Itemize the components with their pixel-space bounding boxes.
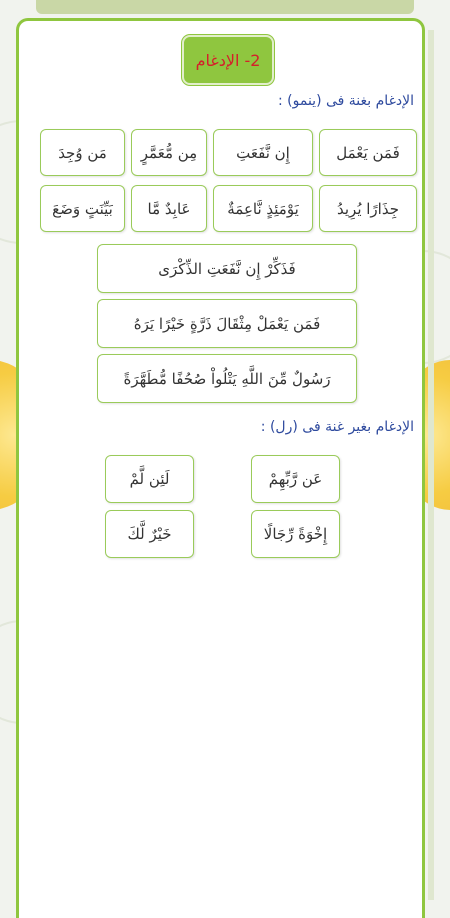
background-top-bar <box>36 0 414 14</box>
word-box: عَابِدٌ مَّا <box>131 185 207 232</box>
section-label-without-ghunnah: الإدغام بغير غنة فى (رل) : <box>260 419 414 435</box>
word-box: جِذَارًا يُرِيدُ <box>319 185 417 232</box>
word-box: خَيْرٌ لَّكَ <box>105 510 194 558</box>
lesson-title: 2- الإدغام <box>182 35 274 85</box>
word-box: عَن رَّبِّهِمْ <box>251 455 340 503</box>
word-box: مَن وُجِدَ <box>40 129 125 176</box>
word-box: يَوْمَئِذٍ نَّاعِمَةٌ <box>213 185 313 232</box>
word-box: إِخْوَةً رِّجَالًا <box>251 510 340 558</box>
word-box: مِن مُّعَمَّرٍ <box>131 129 207 176</box>
verse-box: رَسُولٌ مِّنَ اللَّهِ يَتْلُواْ صُحُفًا مُّطَهَّرَةً <box>97 354 357 403</box>
word-box: لَئِن لَّمْ <box>105 455 194 503</box>
word-box: فَمَن يَعْمَل <box>319 129 417 176</box>
word-box: بَيِّنَتٍ وَضَعَ <box>40 185 125 232</box>
verse-box: فَمَن يَعْمَلْ مِثْقَالَ ذَرَّةٍ خَيْرًا يَرَهُ <box>97 299 357 348</box>
section-label-with-ghunnah: الإدغام بغنة فى (ينمو) : <box>278 93 414 109</box>
card-shadow <box>428 30 434 900</box>
lesson-card <box>16 18 425 918</box>
verse-box: فَذَكِّرْ إِن نَّفَعَتِ الذِّكْرَى <box>97 244 357 293</box>
word-box: إِن نَّفَعَتِ <box>213 129 313 176</box>
